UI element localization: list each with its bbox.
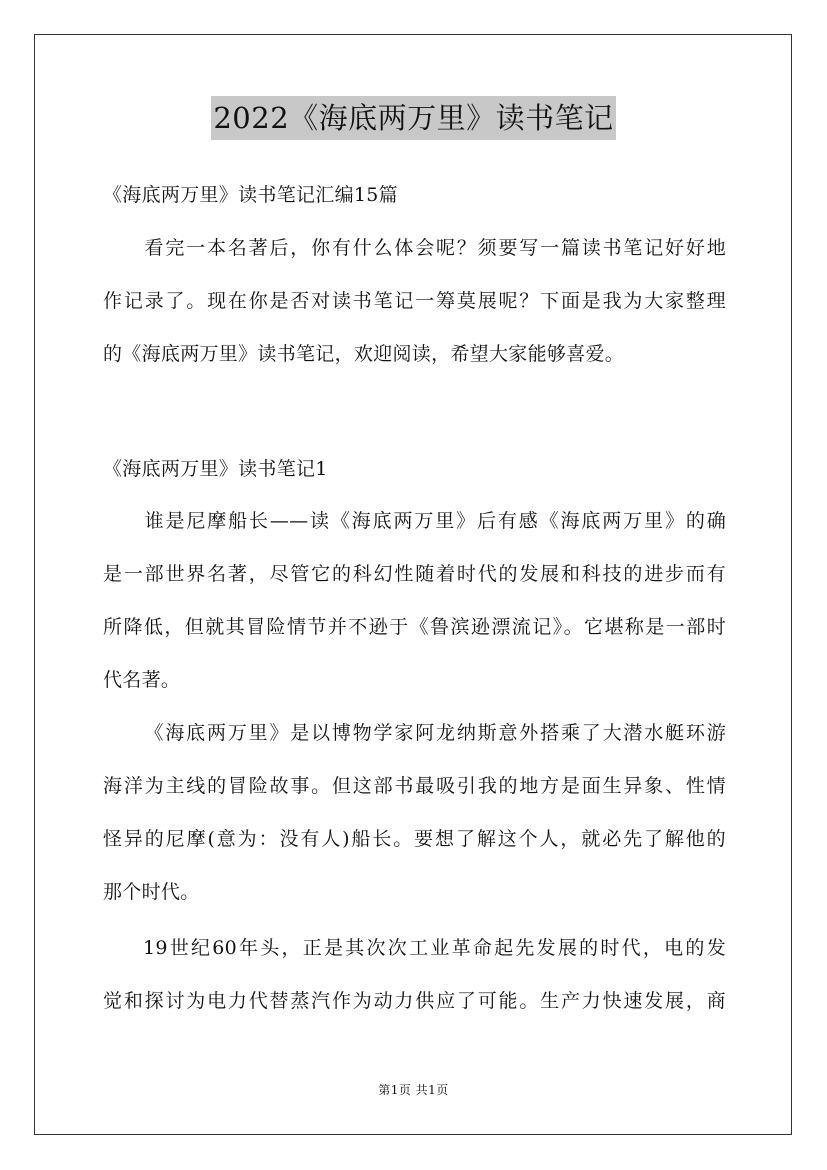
document-title: 2022《海底两万里》读书笔记 — [211, 96, 615, 140]
paragraph-line: 19世纪60年头，正是其次次工业革命起先发展的时代，电的发 — [143, 937, 726, 959]
paragraph-line: 所降低，但就其冒险情节并不逊于《鲁滨逊漂流记》。它堪称是一部时 — [103, 616, 726, 638]
paragraph-line: 《海底两万里》是以博物学家阿龙纳斯意外搭乘了大潜水艇环游 — [143, 722, 726, 744]
document-subtitle: 《海底两万里》读书笔记汇编15篇 — [103, 184, 398, 206]
section-heading: 《海底两万里》读书笔记1 — [103, 458, 328, 480]
paragraph-line: 的《海底两万里》读书笔记，欢迎阅读，希望大家能够喜爱。 — [103, 343, 625, 365]
paragraph-line: 怪异的尼摩(意为：没有人)船长。要想了解这个人，就必先了解他的 — [103, 828, 726, 850]
paragraph-line: 谁是尼摩船长——读《海底两万里》后有感《海底两万里》的确 — [143, 510, 726, 532]
intro-paragraph — [103, 222, 726, 381]
paragraph-line: 那个时代。 — [103, 881, 200, 903]
body-paragraph-3 — [103, 922, 726, 1028]
page-footer: 第1页 共1页 — [378, 1083, 449, 1097]
paragraph-line: 代名著。 — [103, 669, 181, 691]
body-paragraph-2 — [103, 707, 726, 919]
paragraph-line: 作记录了。现在你是否对读书笔记一筹莫展呢？下面是我为大家整理 — [103, 290, 726, 312]
paragraph-line: 看完一本名著后，你有什么体会呢？须要写一篇读书笔记好好地 — [143, 237, 726, 259]
body-paragraph-1 — [103, 495, 726, 707]
paragraph-line: 海洋为主线的冒险故事。但这部书最吸引我的地方是面生异象、性情 — [103, 775, 726, 797]
paragraph-line: 觉和探讨为电力代替蒸汽作为动力供应了可能。生产力快速发展，商 — [103, 990, 726, 1012]
paragraph-line: 是一部世界名著，尽管它的科幻性随着时代的发展和科技的进步而有 — [103, 563, 726, 585]
title-container — [0, 96, 827, 140]
